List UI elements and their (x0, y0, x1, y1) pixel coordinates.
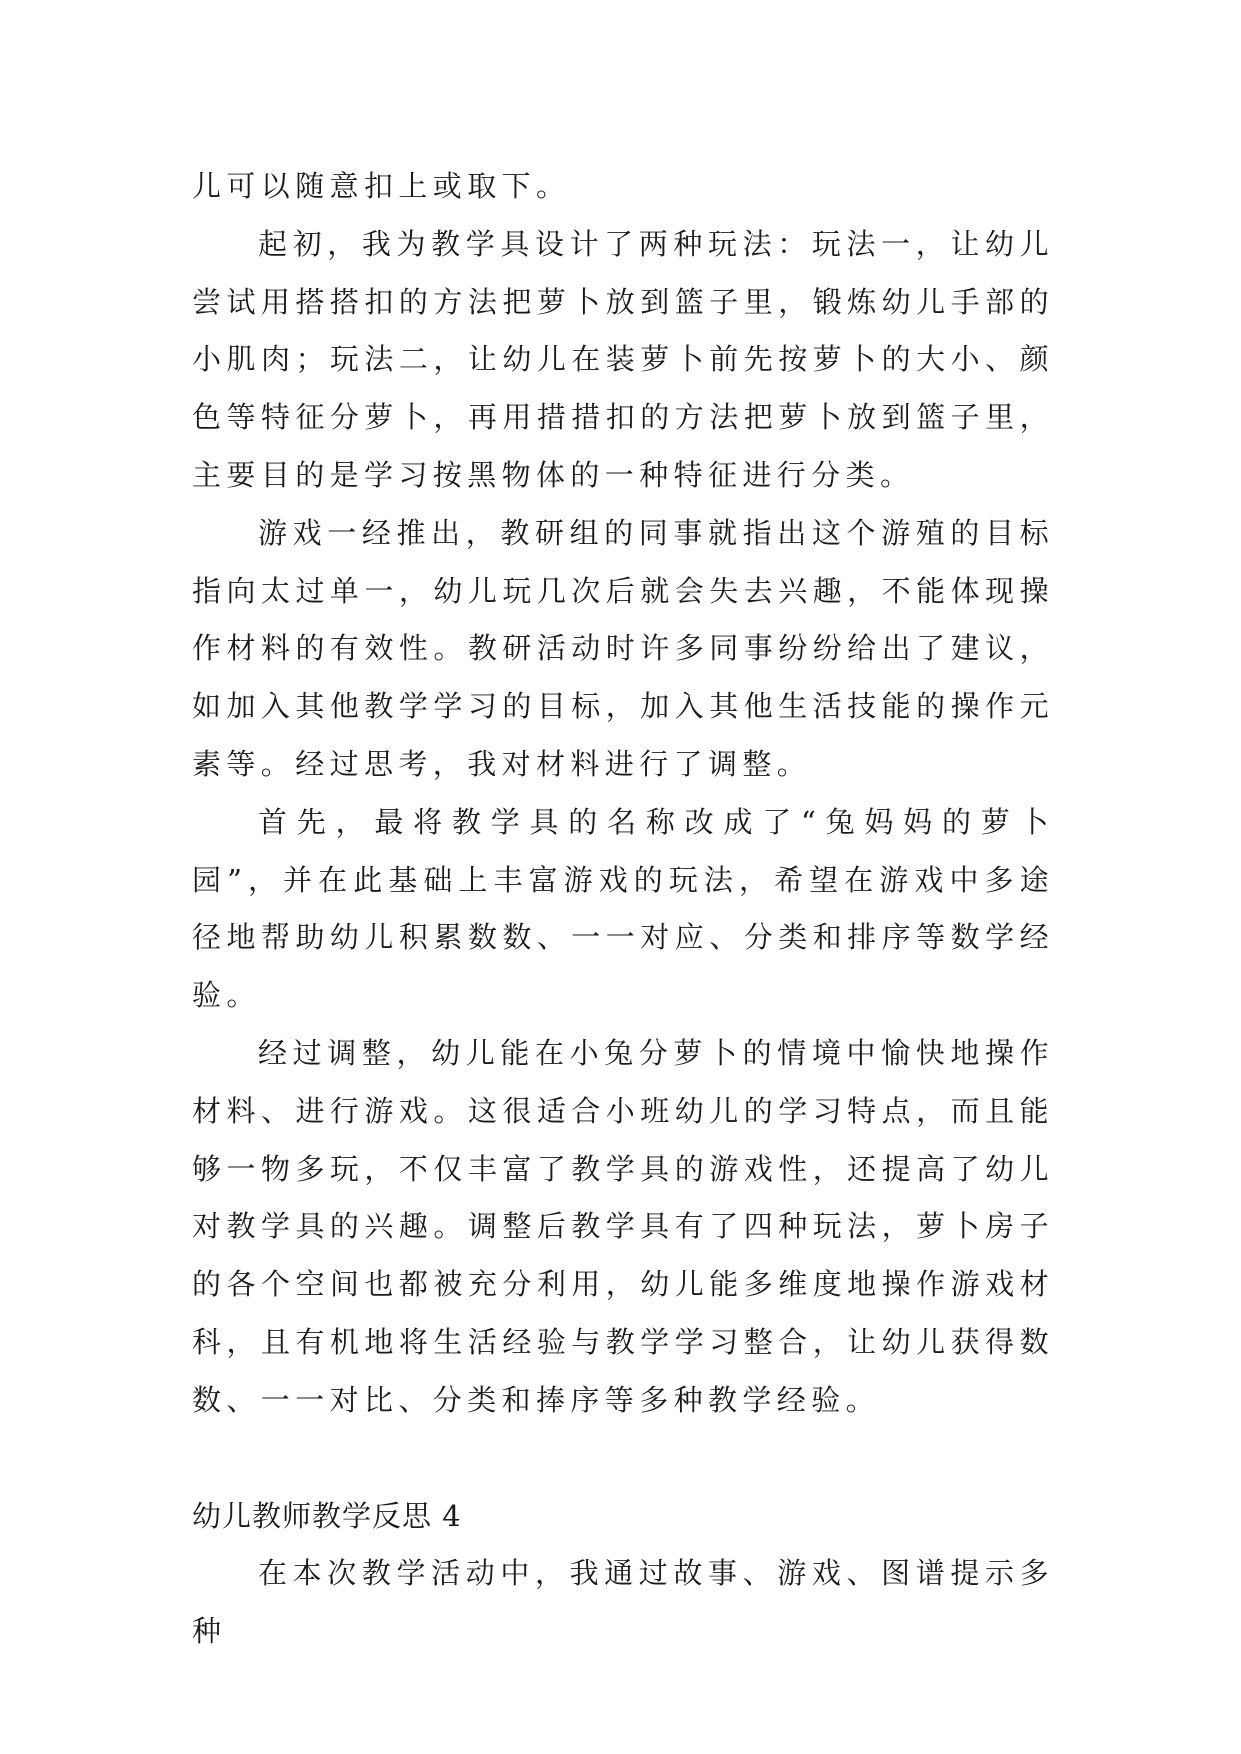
section-heading: 幼儿教师教学反思 4 (192, 1498, 462, 1533)
paragraph-adjustment-result: 经过调整，幼儿能在小兔分萝卜的情境中愉快地操作材料、进行游戏。这很适合小班幼儿的学习特点，而且能够一物多玩，不仅丰富了教学具的游戏性，还提高了幼儿对教学具的兴趣。调整后教学具有了四种玩法，萝卜房子的各个空间也都被充分利用，幼儿能多维度地操作游戏材科，且有机地将生活经验与教学学习整合，让幼儿获得数数、一一对比、分类和捧序等多种教学经验。 (192, 1035, 1054, 1417)
paragraph-initial-design: 起初，我为教学具设计了两种玩法：玩法一，让幼儿尝试用搭搭扣的方法把萝卜放到篮子里，锻炼幼儿手部的小肌肉；玩法二，让幼儿在装萝卜前先按萝卜的大小、颜色等特征分萝卜，再用措措扣的方法把萝卜放到篮子里，主要目的是学习按黑物体的一种特征进行分类。 (192, 226, 1054, 492)
paragraph-feedback: 游戏一经推出，教研组的同事就指出这个游殖的目标指向太过单一，幼儿玩几次后就会失去兴趣，不能体现操作材料的有效性。教研活动时许多同事纷纷给出了建议，如加入其他教学学习的目标，加入其他生活技能的操作元素等。经过思考，我对材料进行了调整。 (192, 515, 1054, 781)
paragraph-reflection-start: 在本次教学活动中，我通过故事、游戏、图谱提示多种 (192, 1556, 1054, 1649)
paragraph-continued: 儿可以随意扣上或取下。 (192, 169, 571, 203)
document-page (192, 158, 1054, 1661)
paragraph-rename: 首先，最将教学具的名称改成了“兔妈妈的萝卜园”，并在此基础上丰富游戏的玩法，希望在游戏中多途径地帮助幼儿积累数数、一一对应、分类和排序等数学经验。 (192, 804, 1054, 1013)
